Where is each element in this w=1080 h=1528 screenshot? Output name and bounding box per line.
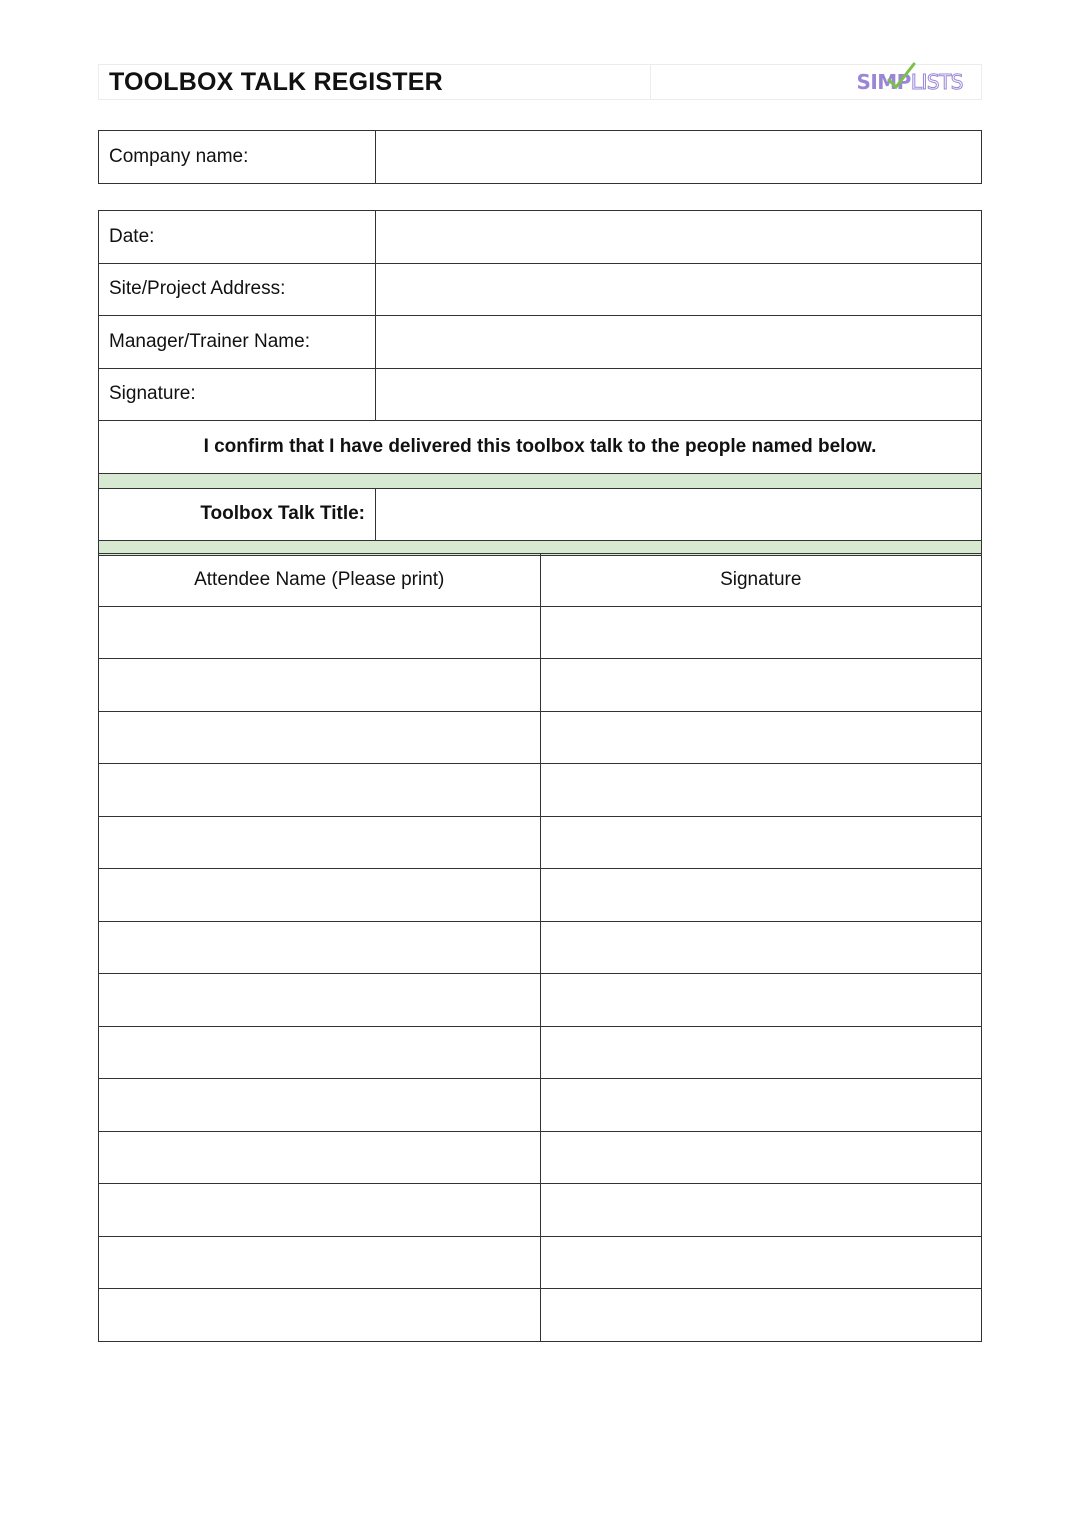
- attendee-name-cell[interactable]: [99, 1079, 541, 1132]
- logo-cell: [651, 65, 981, 99]
- confirmation-text: I confirm that I have delivered this toolbox talk to the people named below.: [99, 421, 982, 474]
- table-row: [99, 869, 982, 922]
- attendee-name-cell[interactable]: [99, 974, 541, 1027]
- attendee-name-cell[interactable]: [99, 816, 541, 869]
- company-table: [98, 130, 982, 184]
- site-address-row: [99, 263, 982, 316]
- manager-name-input[interactable]: [376, 316, 982, 369]
- company-name-label: Company name:: [99, 131, 376, 184]
- table-row: [99, 816, 982, 869]
- attendee-name-cell[interactable]: [99, 1131, 541, 1184]
- site-address-input[interactable]: [376, 263, 982, 316]
- toolbox-title-input[interactable]: [376, 488, 982, 541]
- table-row: [99, 1026, 982, 1079]
- attendee-name-cell[interactable]: [99, 1026, 541, 1079]
- attendee-signature-cell[interactable]: [540, 869, 982, 922]
- manager-name-label: Manager/Trainer Name:: [99, 316, 376, 369]
- company-row: [99, 131, 982, 184]
- date-input[interactable]: [376, 211, 982, 264]
- company-name-input[interactable]: [376, 131, 982, 184]
- attendee-signature-cell[interactable]: [540, 606, 982, 659]
- date-label: Date:: [99, 211, 376, 264]
- date-row: [99, 211, 982, 264]
- toolbox-title-label: Toolbox Talk Title:: [99, 488, 376, 541]
- attendee-signature-cell[interactable]: [540, 1079, 982, 1132]
- table-row: [99, 764, 982, 817]
- site-address-label: Site/Project Address:: [99, 263, 376, 316]
- title-cell: [99, 65, 651, 99]
- attendee-name-cell[interactable]: [99, 1184, 541, 1237]
- attendee-name-cell[interactable]: [99, 711, 541, 764]
- attendee-name-cell[interactable]: [99, 1236, 541, 1289]
- attendee-signature-cell[interactable]: [540, 764, 982, 817]
- attendee-name-cell[interactable]: [99, 606, 541, 659]
- details-table: [98, 210, 982, 556]
- signature-row: [99, 368, 982, 421]
- attendees-header-row: [99, 554, 982, 607]
- signature-label: Signature:: [99, 368, 376, 421]
- attendee-signature-cell[interactable]: [540, 1236, 982, 1289]
- toolbox-title-row: [99, 488, 982, 541]
- attendee-signature-cell[interactable]: [540, 1026, 982, 1079]
- green-spacer-top: [99, 473, 982, 488]
- document-header: [98, 64, 982, 100]
- checkmark-icon: [886, 62, 916, 90]
- table-row: [99, 921, 982, 974]
- attendee-signature-cell[interactable]: [540, 711, 982, 764]
- table-row: [99, 711, 982, 764]
- table-row: [99, 1131, 982, 1184]
- table-row: [99, 606, 982, 659]
- attendee-signature-cell[interactable]: [540, 974, 982, 1027]
- attendee-name-cell[interactable]: [99, 869, 541, 922]
- signature-input[interactable]: [376, 368, 982, 421]
- attendee-signature-cell[interactable]: [540, 921, 982, 974]
- logo-text-b: LISTS: [910, 70, 963, 94]
- attendee-signature-cell[interactable]: [540, 816, 982, 869]
- attendee-name-cell[interactable]: [99, 921, 541, 974]
- attendee-signature-cell[interactable]: [540, 659, 982, 712]
- attendee-rows: [99, 606, 982, 1341]
- attendee-name-header: Attendee Name (Please print): [99, 554, 541, 607]
- table-row: [99, 1236, 982, 1289]
- table-row: [99, 659, 982, 712]
- page-title: TOOLBOX TALK REGISTER: [109, 67, 443, 96]
- manager-name-row: [99, 316, 982, 369]
- attendee-name-cell[interactable]: [99, 659, 541, 712]
- attendee-signature-cell[interactable]: [540, 1131, 982, 1184]
- confirmation-row: [99, 421, 982, 474]
- table-row: [99, 974, 982, 1027]
- attendee-name-cell[interactable]: [99, 1289, 541, 1342]
- table-row: [99, 1184, 982, 1237]
- attendee-name-cell[interactable]: [99, 764, 541, 817]
- simplists-logo: [856, 70, 963, 94]
- attendee-signature-cell[interactable]: [540, 1184, 982, 1237]
- table-row: [99, 1289, 982, 1342]
- attendee-signature-cell[interactable]: [540, 1289, 982, 1342]
- logo-text-a: SIMP: [856, 70, 911, 94]
- attendees-table: [98, 553, 982, 1342]
- table-row: [99, 1079, 982, 1132]
- green-divider: [99, 473, 982, 488]
- attendee-signature-header: Signature: [540, 554, 982, 607]
